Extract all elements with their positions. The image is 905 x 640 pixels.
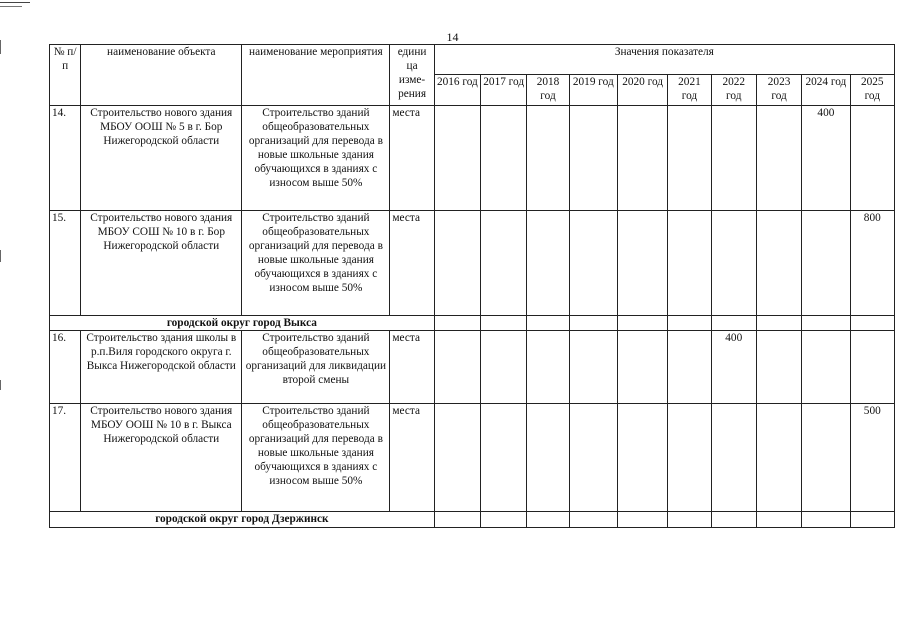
value-cell bbox=[711, 211, 756, 316]
value-cell bbox=[711, 106, 756, 211]
header-values: Значения показателя bbox=[434, 45, 894, 75]
region-name: городской округ город Дзержинск bbox=[50, 512, 435, 528]
header-year: 2018 год bbox=[527, 75, 569, 106]
empty-cell bbox=[711, 316, 756, 331]
empty-cell bbox=[756, 512, 801, 528]
empty-cell bbox=[668, 316, 711, 331]
scan-edge-mark bbox=[0, 2, 30, 3]
unit-cell: места bbox=[390, 404, 434, 512]
header-year: 2021 год bbox=[668, 75, 711, 106]
value-cell bbox=[756, 404, 801, 512]
activity-name: Строительство зданий общеобразовательных организаций для перевода в новые школьные здания обучающихся в зданиях с износом выше 50% bbox=[242, 404, 390, 512]
value-cell bbox=[527, 404, 569, 512]
value-cell bbox=[481, 106, 527, 211]
row-number: 17. bbox=[50, 404, 81, 512]
table-row bbox=[50, 106, 895, 211]
header-unit: едини ца изме-рения bbox=[390, 45, 434, 106]
unit-cell: места bbox=[390, 211, 434, 316]
value-cell bbox=[527, 106, 569, 211]
header-year: 2017 год bbox=[481, 75, 527, 106]
value-cell bbox=[527, 211, 569, 316]
header-object: наименование объекта bbox=[81, 45, 242, 106]
value-cell bbox=[527, 331, 569, 404]
indicator-table bbox=[49, 44, 895, 528]
region-row bbox=[50, 512, 895, 528]
value-cell bbox=[481, 404, 527, 512]
activity-name: Строительство зданий общеобразовательных организаций для ликвидации второй смены bbox=[242, 331, 390, 404]
header-year: 2020 год bbox=[617, 75, 667, 106]
value-cell bbox=[569, 106, 617, 211]
header-year: 2016 год bbox=[434, 75, 480, 106]
scan-edge-mark bbox=[0, 6, 22, 7]
value-cell bbox=[756, 106, 801, 211]
value-cell bbox=[668, 211, 711, 316]
value-cell bbox=[617, 106, 667, 211]
value-cell bbox=[481, 331, 527, 404]
empty-cell bbox=[711, 512, 756, 528]
activity-name: Строительство зданий общеобразовательных организаций для перевода в новые школьные здания обучающихся в зданиях с износом выше 50% bbox=[242, 106, 390, 211]
empty-cell bbox=[527, 316, 569, 331]
header-year: 2023 год bbox=[756, 75, 801, 106]
header-activity: наименование мероприятия bbox=[242, 45, 390, 106]
value-cell bbox=[434, 106, 480, 211]
value-cell bbox=[850, 331, 894, 404]
value-cell bbox=[802, 211, 850, 316]
value-cell bbox=[569, 211, 617, 316]
row-number: 14. bbox=[50, 106, 81, 211]
value-cell bbox=[569, 331, 617, 404]
value-cell: 800 bbox=[850, 211, 894, 316]
activity-name: Строительство зданий общеобразовательных организаций для перевода в новые школьные здания обучающихся в зданиях с износом выше 50% bbox=[242, 211, 390, 316]
value-cell bbox=[756, 211, 801, 316]
empty-cell bbox=[802, 316, 850, 331]
unit-cell: места bbox=[390, 331, 434, 404]
value-cell: 400 bbox=[711, 331, 756, 404]
row-number: 16. bbox=[50, 331, 81, 404]
object-name: Строительство нового здания МБОУ ООШ № 5 в г. Бор Нижегородской области bbox=[81, 106, 242, 211]
row-number: 15. bbox=[50, 211, 81, 316]
object-name: Строительство нового здания МБОУ ООШ № 10 в г. Выкса Нижегородской области bbox=[81, 404, 242, 512]
unit-cell: места bbox=[390, 106, 434, 211]
table-row bbox=[50, 211, 895, 316]
empty-cell bbox=[527, 512, 569, 528]
value-cell bbox=[756, 331, 801, 404]
empty-cell bbox=[850, 316, 894, 331]
empty-cell bbox=[434, 512, 480, 528]
value-cell bbox=[711, 404, 756, 512]
empty-cell bbox=[434, 316, 480, 331]
empty-cell bbox=[668, 512, 711, 528]
empty-cell bbox=[850, 512, 894, 528]
value-cell bbox=[802, 331, 850, 404]
header-year: 2024 год bbox=[802, 75, 850, 106]
header-year: 2022 год bbox=[711, 75, 756, 106]
region-name: городской округ город Выкса bbox=[50, 316, 435, 331]
value-cell bbox=[668, 106, 711, 211]
empty-cell bbox=[481, 316, 527, 331]
value-cell bbox=[617, 211, 667, 316]
empty-cell bbox=[802, 512, 850, 528]
value-cell bbox=[802, 404, 850, 512]
value-cell bbox=[481, 211, 527, 316]
empty-cell bbox=[569, 316, 617, 331]
value-cell bbox=[668, 404, 711, 512]
value-cell bbox=[668, 331, 711, 404]
object-name: Строительство нового здания МБОУ СОШ № 10 в г. Бор Нижегородской области bbox=[81, 211, 242, 316]
value-cell: 500 bbox=[850, 404, 894, 512]
value-cell bbox=[617, 404, 667, 512]
empty-cell bbox=[569, 512, 617, 528]
header-year: 2025 год bbox=[850, 75, 894, 106]
empty-cell bbox=[617, 316, 667, 331]
header-year: 2019 год bbox=[569, 75, 617, 106]
value-cell: 400 bbox=[802, 106, 850, 211]
empty-cell bbox=[481, 512, 527, 528]
value-cell bbox=[434, 404, 480, 512]
object-name: Строительство здания школы в р.п.Виля городского округа г. Выкса Нижегородской области bbox=[81, 331, 242, 404]
table-row bbox=[50, 404, 895, 512]
empty-cell bbox=[617, 512, 667, 528]
value-cell bbox=[617, 331, 667, 404]
header-num: № п/п bbox=[50, 45, 81, 106]
page-number: 14 bbox=[446, 30, 459, 44]
scan-edge-mark bbox=[0, 250, 1, 262]
value-cell bbox=[434, 211, 480, 316]
value-cell bbox=[434, 331, 480, 404]
scan-edge-mark bbox=[0, 380, 1, 390]
value-cell bbox=[569, 404, 617, 512]
region-row bbox=[50, 316, 895, 331]
value-cell bbox=[850, 106, 894, 211]
table-row bbox=[50, 331, 895, 404]
empty-cell bbox=[756, 316, 801, 331]
